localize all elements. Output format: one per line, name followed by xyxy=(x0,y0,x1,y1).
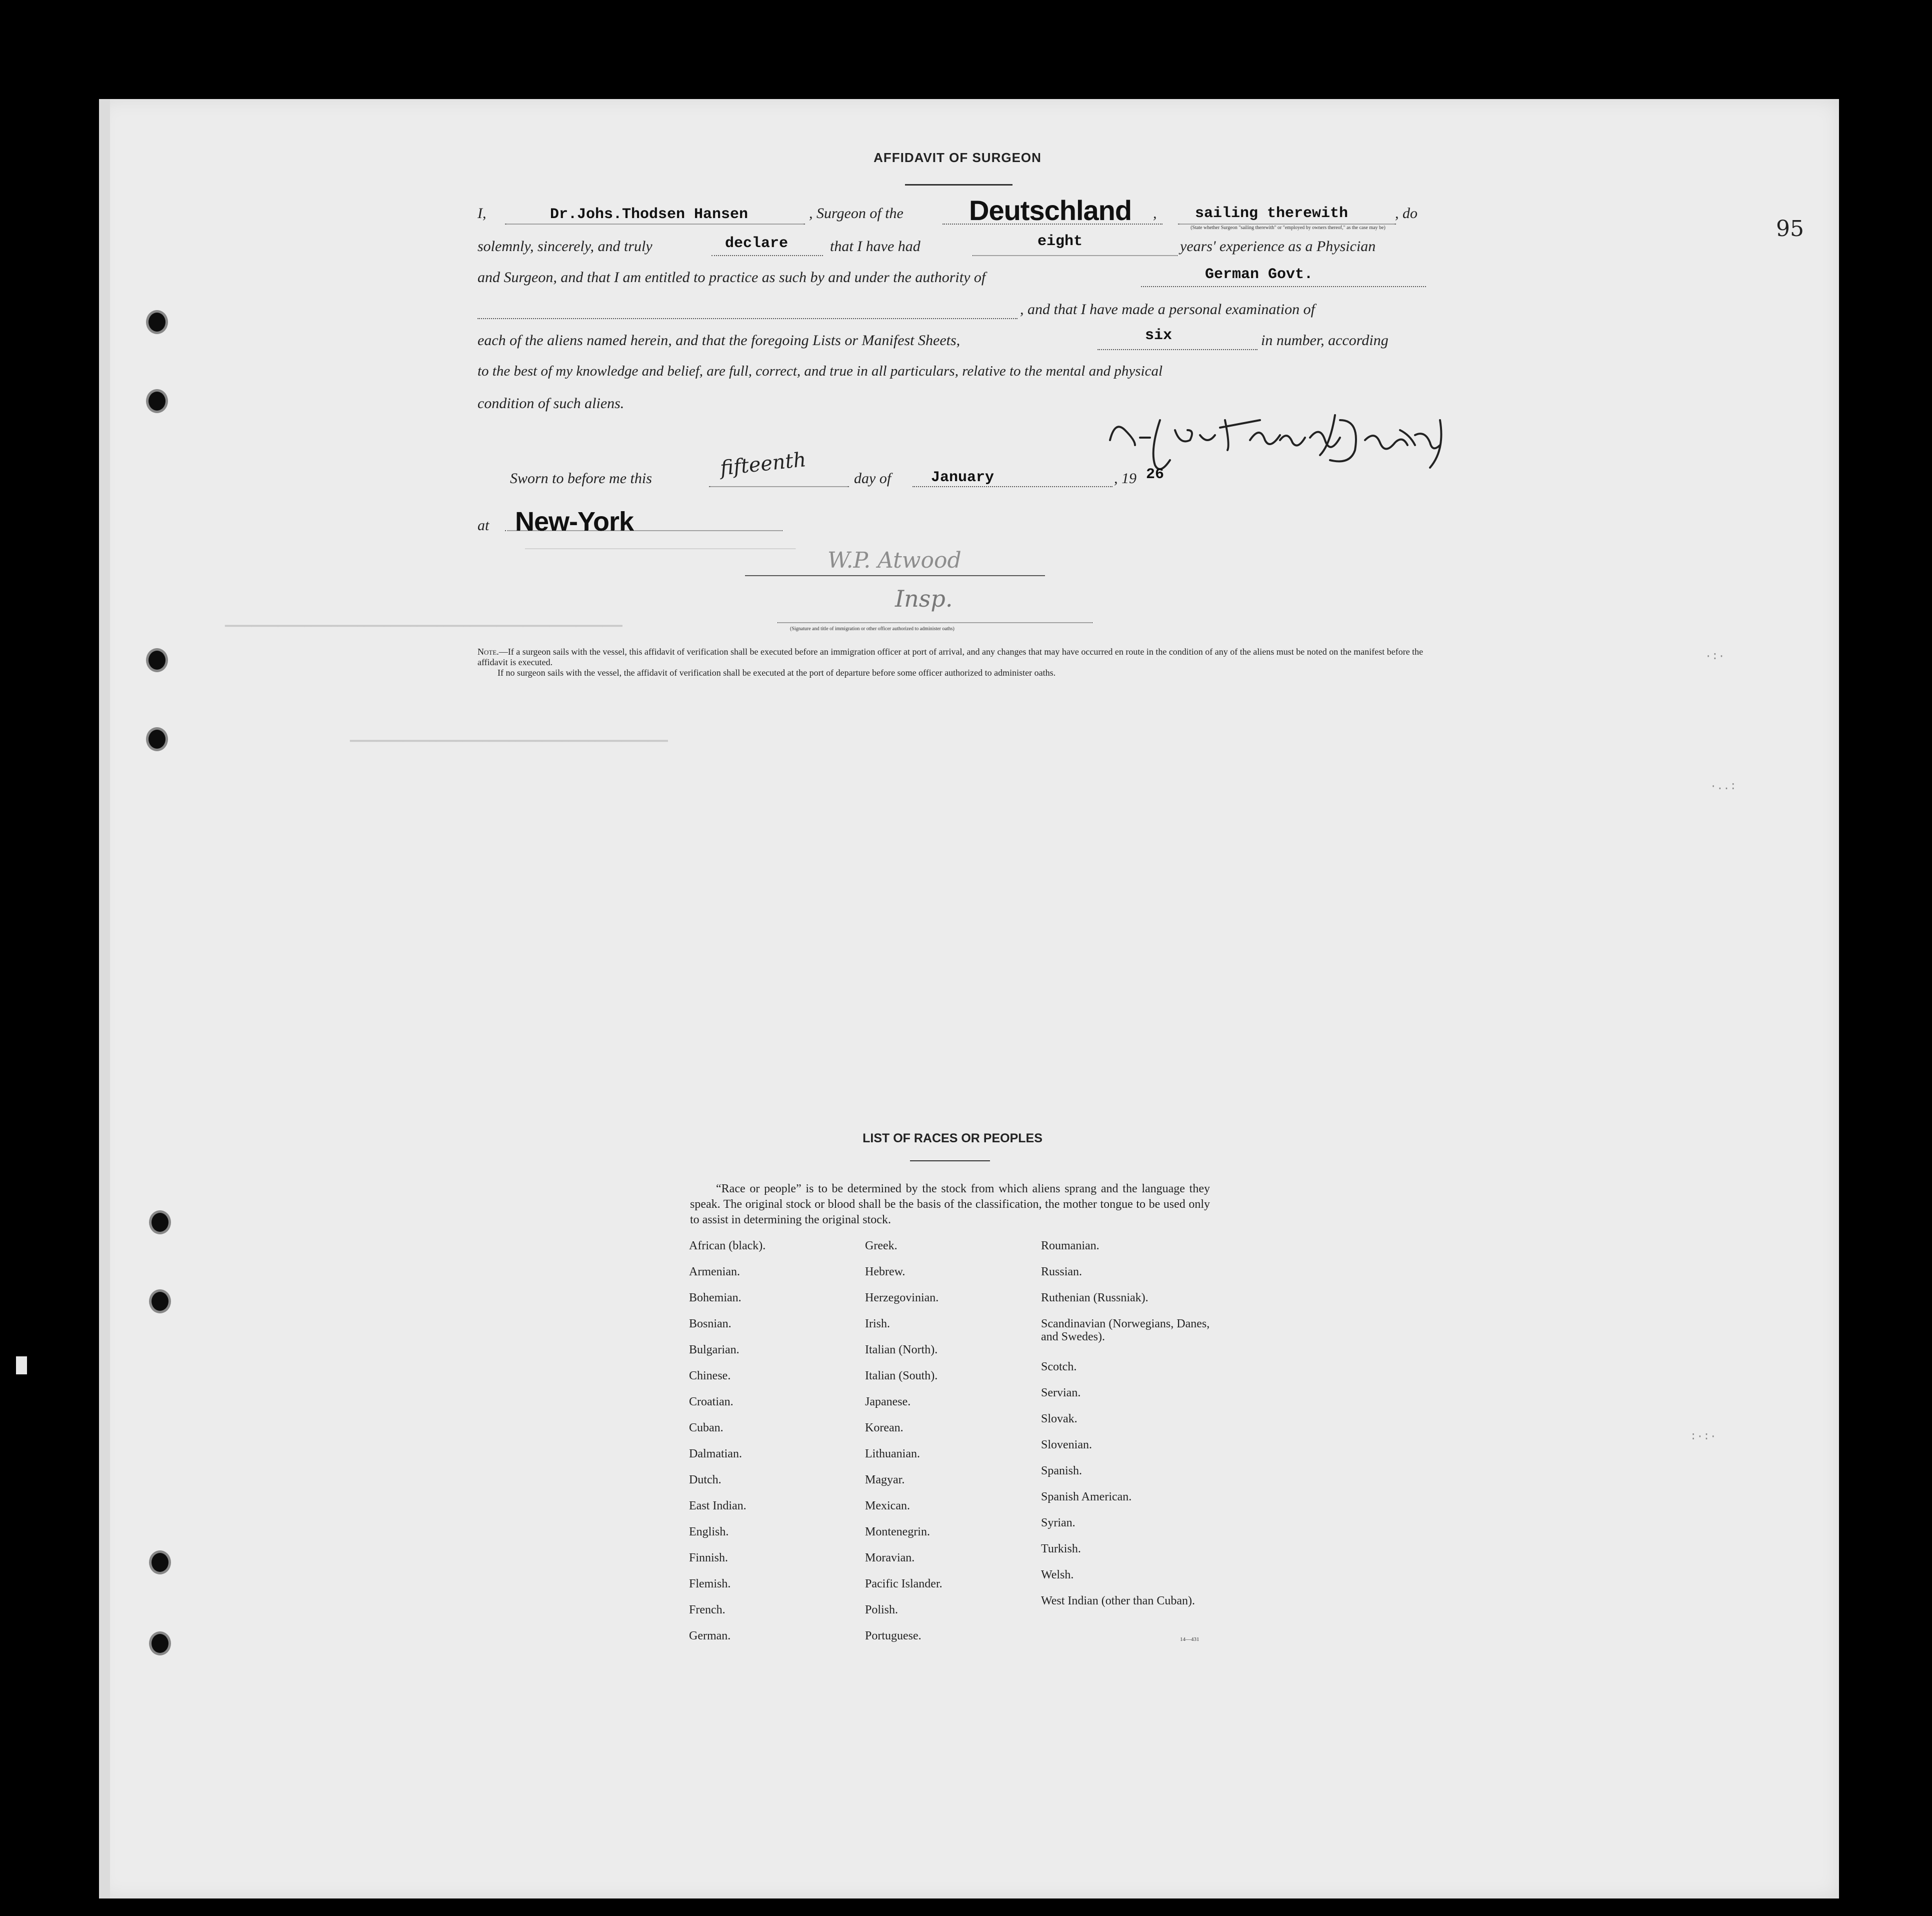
race-item: Korean. xyxy=(865,1421,904,1434)
race-item: Pacific Islander. xyxy=(865,1577,942,1590)
bleed-through: ━━━━━━━━━━━━━━━━━━━━━━━━━━━━━━━━━━━━━━━━━━━━━━━━ xyxy=(350,736,668,748)
declare-value: declare xyxy=(725,235,788,252)
edge-tab xyxy=(16,1356,27,1374)
race-item: Polish. xyxy=(865,1603,898,1616)
race-item: Finnish. xyxy=(689,1551,728,1564)
punch-hole xyxy=(149,1550,171,1574)
text-i: I, xyxy=(478,205,486,222)
race-item: English. xyxy=(689,1525,729,1538)
punch-hole xyxy=(149,1631,171,1655)
race-item: Flemish. xyxy=(689,1577,731,1590)
in-number-text: in number, according xyxy=(1261,332,1388,349)
authority-cont-blank xyxy=(478,318,1018,319)
race-item: Moravian. xyxy=(865,1551,915,1564)
edge-speck: ·..: xyxy=(1710,780,1736,793)
do-text: , do xyxy=(1395,205,1418,222)
officer-signature: W.P. Atwood xyxy=(828,548,962,573)
best-knowledge-text: to the best of my knowledge and belief, are full, correct, and true in all particulars, relative to the mental and physical xyxy=(478,363,1163,379)
race-item: Ruthenian (Russniak). xyxy=(1041,1291,1148,1304)
page-number: 95 xyxy=(1776,216,1804,242)
race-item: Greek. xyxy=(865,1239,898,1252)
examination-text: , and that I have made a personal examination of xyxy=(1020,301,1315,318)
comma-text: , xyxy=(1153,205,1157,222)
sworn-month: January xyxy=(931,469,994,486)
race-item: Slovenian. xyxy=(1041,1438,1092,1451)
punch-hole xyxy=(149,1210,171,1234)
race-item: Lithuanian. xyxy=(865,1447,920,1460)
sheets-value: six xyxy=(1145,327,1172,344)
race-item: Syrian. xyxy=(1041,1516,1076,1529)
race-item: Welsh. xyxy=(1041,1568,1074,1581)
race-item: Dalmatian. xyxy=(689,1447,742,1460)
affidavit-line-1 xyxy=(478,205,486,222)
note-paragraph-1: —If a surgeon sails with the vessel, this affidavit of verification shall be executed before an immigration officer at port of arrival, and any changes that may have occurred en route in the condition of any of the aliens must be noted on the manifest before the affidavit is executed. xyxy=(478,647,1424,667)
race-item: Hebrew. xyxy=(865,1265,906,1278)
race-item: Croatian. xyxy=(689,1395,734,1408)
edge-speck: :·:· xyxy=(1690,1430,1716,1443)
sailing-blank xyxy=(1178,224,1396,225)
authority-blank xyxy=(1141,286,1426,287)
punch-hole xyxy=(149,1289,171,1313)
race-item: Herzegovinian. xyxy=(865,1291,939,1304)
edge-speck: ·:· xyxy=(1705,650,1725,663)
race-item: West Indian (other than Cuban). xyxy=(1041,1594,1195,1607)
races-title: LIST OF RACES OR PEOPLES xyxy=(862,1131,1042,1145)
race-item: Scandinavian (Norwegians, Danes, and Swedes). xyxy=(1041,1317,1210,1343)
surgeon-of-text: , Surgeon of the xyxy=(809,205,904,222)
race-item: Italian (North). xyxy=(865,1343,938,1356)
ship-name: Deutschland xyxy=(969,195,1132,226)
race-item: Turkish. xyxy=(1041,1542,1081,1555)
races-column-1 xyxy=(689,1239,859,1655)
race-item: German. xyxy=(689,1629,731,1642)
sailing-hint: (State whether Surgeon "sailing therewith" or "employed by owners thereof," as the case may be) xyxy=(1190,225,1386,231)
sworn-year-suffix: 26 xyxy=(1146,466,1164,483)
race-item: Mexican. xyxy=(865,1499,910,1512)
year-prefix-text: , 19 xyxy=(1114,470,1136,487)
race-item: Magyar. xyxy=(865,1473,905,1486)
race-item: Spanish American. xyxy=(1041,1490,1132,1503)
condition-text: condition of such aliens. xyxy=(478,395,624,412)
bleed-through: ━━━━━━━━━━━━━━━━━━━━━━━━━━━━━━━━━━━━━━━━━━━━━━━━━━━━━━━━━━━━ xyxy=(225,621,622,633)
sworn-text: Sworn to before me this xyxy=(510,470,652,487)
race-item: Montenegrin. xyxy=(865,1525,930,1538)
sworn-day: fifteenth xyxy=(719,448,808,480)
years-blank xyxy=(972,255,1178,256)
race-item: Roumanian. xyxy=(1041,1239,1100,1252)
race-item: Slovak. xyxy=(1041,1412,1078,1425)
punch-hole xyxy=(146,727,168,751)
at-text: at xyxy=(478,517,490,534)
punch-hole xyxy=(146,310,168,334)
experience-text: years' experience as a Physician xyxy=(1180,238,1376,255)
place-value: New-York xyxy=(515,507,634,537)
races-intro: “Race or people” is to be determined by the stock from which aliens sprang and the language they speak. The original stock or blood shall be the basis of the classification, the mother tongue to be used only to assist in determining the original stock. xyxy=(690,1182,1210,1226)
day-of-text: day of xyxy=(854,470,892,487)
authority-value: German Govt. xyxy=(1205,266,1314,283)
note-paragraph-2: If no surgeon sails with the vessel, the affidavit of verification shall be executed at the port of departure before some officer authorized to administer oaths. xyxy=(498,668,1056,678)
race-item: Scotch. xyxy=(1041,1360,1077,1373)
title-rule xyxy=(905,184,1012,186)
officer-caption: (Signature and title of immigration or other officer authorized to administer oaths) xyxy=(790,626,954,632)
bleed-through: ————————————————————————————————————————— xyxy=(525,543,796,555)
sworn-month-blank xyxy=(912,486,1112,487)
solemnly-text: solemnly, sincerely, and truly xyxy=(478,238,652,255)
officer-signature-blank xyxy=(745,575,1045,576)
races-title-rule xyxy=(910,1160,990,1161)
sworn-day-blank xyxy=(709,486,849,487)
surgeon-name: Dr.Johs.Thodsen Hansen xyxy=(550,206,748,223)
race-item: Portuguese. xyxy=(865,1629,922,1642)
race-item: East Indian. xyxy=(689,1499,746,1512)
officer-caption-rule xyxy=(778,622,1092,623)
race-item: Servian. xyxy=(1041,1386,1081,1399)
race-item: Bosnian. xyxy=(689,1317,732,1330)
page-edge xyxy=(99,99,110,1898)
race-item: Russian. xyxy=(1041,1265,1082,1278)
authority-text: and Surgeon, and that I am entitled to practice as such by and under the authority of xyxy=(478,269,986,286)
race-item: African (black). xyxy=(689,1239,766,1252)
race-item: Italian (South). xyxy=(865,1369,938,1382)
punch-hole xyxy=(146,648,168,672)
race-item: Bohemian. xyxy=(689,1291,742,1304)
sheets-blank xyxy=(1098,349,1258,350)
races-column-3 xyxy=(1041,1239,1211,1637)
race-item: Spanish. xyxy=(1041,1464,1082,1477)
surgeon-signature xyxy=(1100,400,1470,475)
race-item: French. xyxy=(689,1603,726,1616)
races-column-2 xyxy=(865,1239,1035,1655)
race-item: Cuban. xyxy=(689,1421,724,1434)
race-item: Armenian. xyxy=(689,1265,740,1278)
race-item: Dutch. xyxy=(689,1473,722,1486)
surgeon-name-blank xyxy=(505,224,805,225)
affidavit-title: AFFIDAVIT OF SURGEON xyxy=(874,150,1042,165)
note-lead: Note. xyxy=(478,647,499,657)
race-item: Bulgarian. xyxy=(689,1343,740,1356)
race-item: Chinese. xyxy=(689,1369,731,1382)
race-item: Japanese. xyxy=(865,1395,911,1408)
officer-title-signature: Insp. xyxy=(895,585,953,612)
have-had-text: that I have had xyxy=(830,238,920,255)
each-aliens-text: each of the aliens named herein, and that the foregoing Lists or Manifest Sheets, xyxy=(478,332,960,349)
affidavit-note xyxy=(478,647,1428,678)
declare-blank xyxy=(712,255,823,256)
form-number: 14—431 xyxy=(1180,1636,1200,1642)
sailing-status: sailing therewith xyxy=(1195,205,1348,222)
punch-hole xyxy=(146,389,168,413)
years-value: eight xyxy=(1038,233,1083,250)
race-item: Irish. xyxy=(865,1317,890,1330)
